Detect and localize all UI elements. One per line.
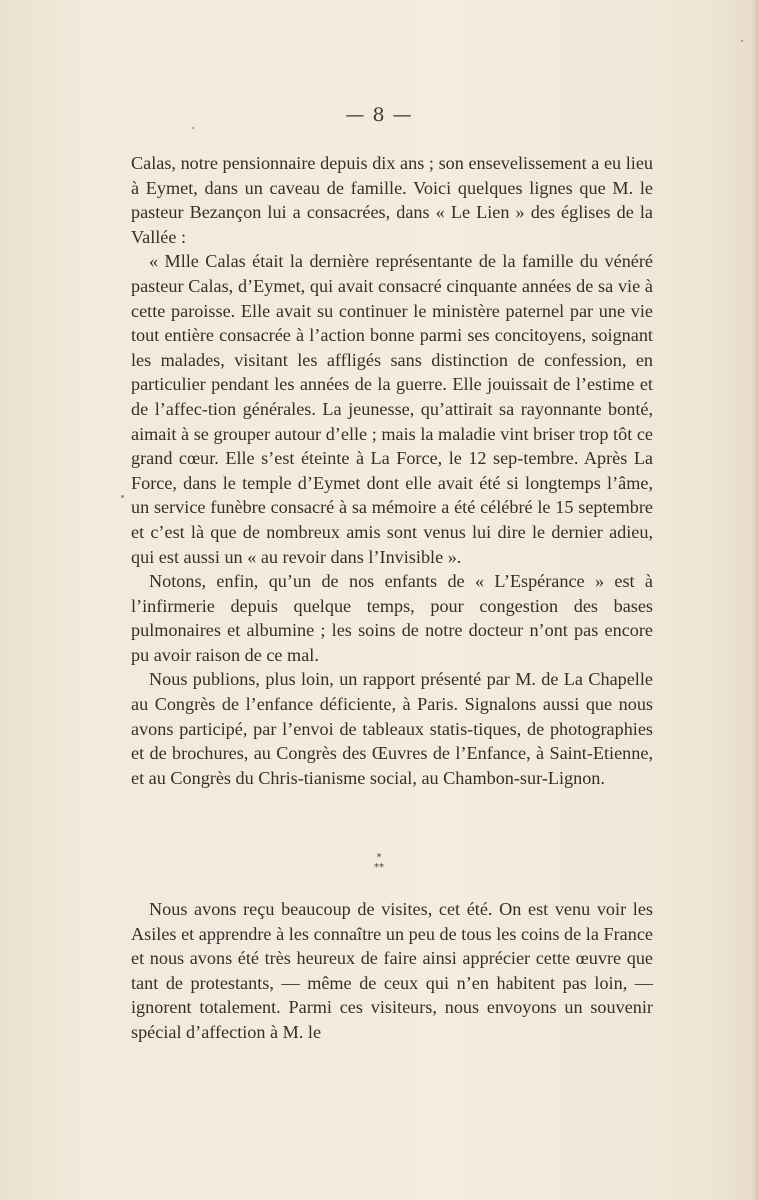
paragraph-visits: Nous avons reçu beaucoup de visites, cet été. On est venu voir les Asiles et apprendre à les connaître un peu de tous les coins de la France et nous avons été très heureux de faire ainsi apprécier cette œuvre que tant de protestants, — même de ceux qui n’en habitent pas loin, — ignorent totalement. Parmi ces visiteurs, nous envoyons un souvenir spécial d’affection à M. le [131, 899, 653, 1042]
paper-speck [121, 495, 124, 498]
body-text-block [131, 151, 653, 790]
section-separator [0, 853, 758, 873]
paragraph-quote: « Mlle Calas était la dernière représentante de la famille du vénéré pasteur Calas, d’Eymet, qui avait consacré cinquante années de sa vie à cette paroisse. Elle avait su continuer le ministère paternel par une vie tout entière consacrée à l’action bonne parmi ses concitoyens, soignant les malades, visitant les affligés sans distinction de confession, en particulier pendant les années de la guerre. Elle jouissait de l’estime et de l’affec-tion générales. La jeunesse, qu’attirait sa rayonnante bonté, aimait à se grouper autour d’elle ; mais la maladie vint briser trop tôt ce grand cœur. Elle s’est éteinte à La Force, le 12 sep-tembre. Après La Force, dans le temple d’Eymet dont elle avait été si longtemps l’âme, un service funèbre consacré à sa mémoire a été célébré le 15 septembre et c’est là que de nombreux amis sont venus lui dire le dernier adieu, qui est aussi un « au revoir dans l’Invisible ». [131, 251, 653, 567]
paper-speck [192, 127, 194, 129]
paragraph-continuation: Calas, notre pensionnaire depuis dix ans ; son ensevelissement a eu lieu à Eymet, dans un caveau de famille. Voici quelques lignes que M. le pasteur Bezançon lui a consacrées, dans « Le Lien » des églises de la Vallée : [131, 153, 653, 247]
page-edge-shadow [752, 0, 758, 1200]
separator-bottom-stars: ** [374, 862, 384, 873]
paragraph-congress: Nous publions, plus loin, un rapport présenté par M. de La Chapelle au Congrès de l’enfance déficiente, à Paris. Signalons aussi que nous avons participé, par l’envoi de tableaux statis-tiques, de photographies et de brochures, au Congrès des Œuvres de l’Enfance, à Saint-Etienne, et au Congrès du Chris-tianisme social, au Chambon-sur-Lignon. [131, 669, 653, 788]
page-number: — 8 — [345, 104, 413, 126]
separator-top-star: * [376, 852, 382, 863]
body-text-block-2 [131, 897, 653, 1045]
paragraph-infirmary: Notons, enfin, qu’un de nos enfants de « L’Espérance » est à l’infirmerie depuis quelque temps, pour congestion des bases pulmonaires et albumine ; les soins de notre docteur n’ont pas encore pu avoir raison de ce mal. [131, 571, 653, 665]
paper-speck [741, 40, 743, 42]
